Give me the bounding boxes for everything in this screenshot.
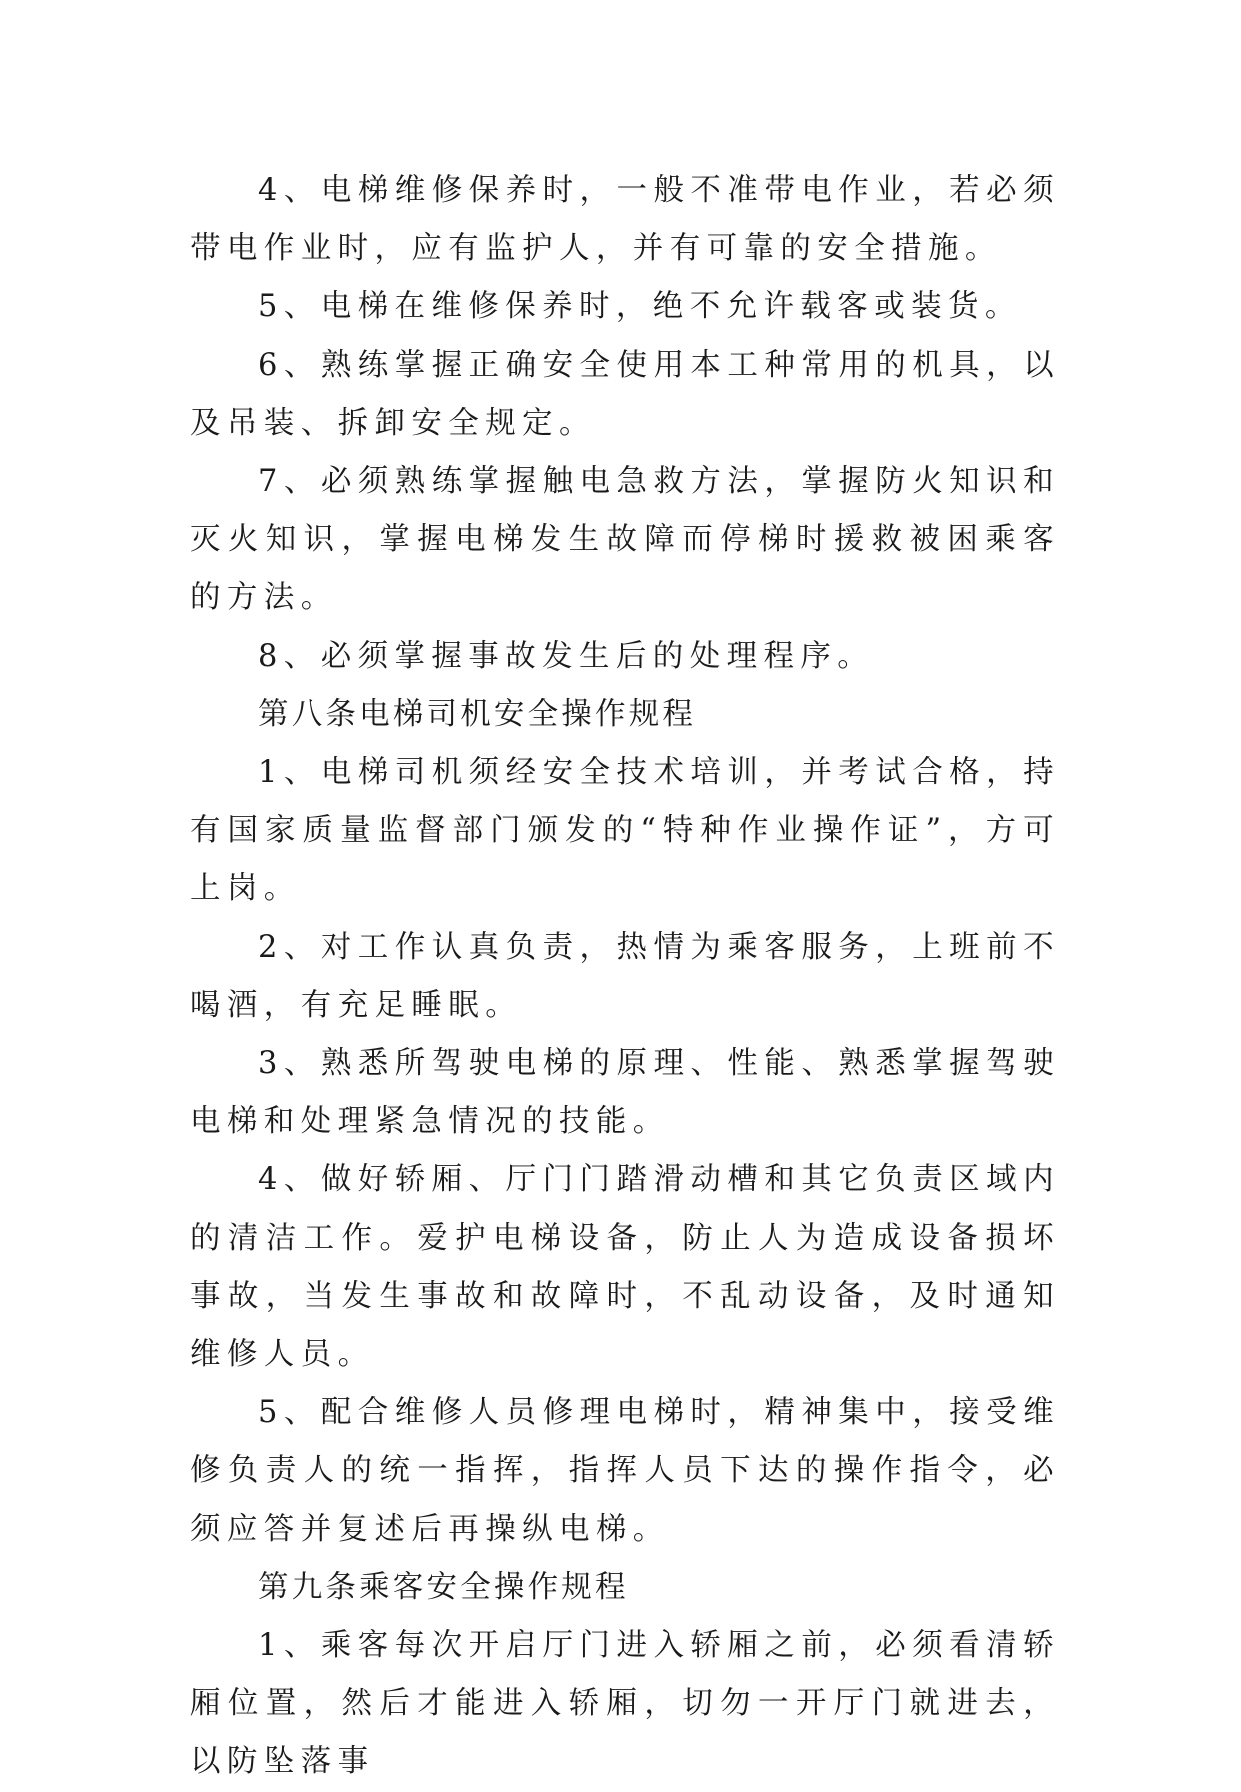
paragraph-operator-1-certificate: 1、电梯司机须经安全技术培训，并考试合格，持有国家质量监督部门颁发的“特种作业操作证”，方可上岗。 <box>190 755 1060 907</box>
paragraph-item-6-tools: 6、熟练掌握正确安全使用本工种常用的机具，以及吊装、拆卸安全规定。 <box>190 347 1060 441</box>
paragraph-item-7-first-aid: 7、必须熟练掌握触电急救方法，掌握防火知识和灭火知识，掌握电梯发生故障而停梯时援救被困乘客的方法。 <box>190 464 1060 616</box>
section-heading-article-9: 第九条乘客安全操作规程 <box>258 1569 629 1605</box>
paragraph-item-4-maintenance-live-work: 4、电梯维修保养时，一般不准带电作业，若必须带电作业时，应有监护人，并有可靠的安全措施。 <box>190 173 1060 267</box>
paragraph-passenger-1-check-car: 1、乘客每次开启厅门进入轿厢之前，必须看清轿厢位置，然后才能进入轿厢，切勿一开厅门就进去，以防坠落事 <box>190 1628 1060 1780</box>
section-heading-article-8: 第八条电梯司机安全操作规程 <box>258 696 697 732</box>
paragraph-item-5-no-passengers: 5、电梯在维修保养时，绝不允许载客或装货。 <box>258 289 1022 325</box>
paragraph-operator-5-cooperation: 5、配合维修人员修理电梯时，精神集中，接受维修负责人的统一指挥，指挥人员下达的操作指令，必须应答并复述后再操纵电梯。 <box>190 1395 1060 1547</box>
paragraph-operator-2-responsibility: 2、对工作认真负责，热情为乘客服务，上班前不喝酒，有充足睡眠。 <box>190 929 1060 1023</box>
paragraph-operator-3-skills: 3、熟悉所驾驶电梯的原理、性能、熟悉掌握驾驶电梯和处理紧急情况的技能。 <box>190 1046 1060 1140</box>
paragraph-item-8-accident-procedure: 8、必须掌握事故发生后的处理程序。 <box>258 638 875 674</box>
document-body <box>190 162 1060 1792</box>
paragraph-operator-4-cleaning: 4、做好轿厢、厅门门踏滑动槽和其它负责区域内的清洁工作。爱护电梯设备，防止人为造成设备损坏事故，当发生事故和故障时，不乱动设备，及时通知维修人员。 <box>190 1162 1060 1373</box>
